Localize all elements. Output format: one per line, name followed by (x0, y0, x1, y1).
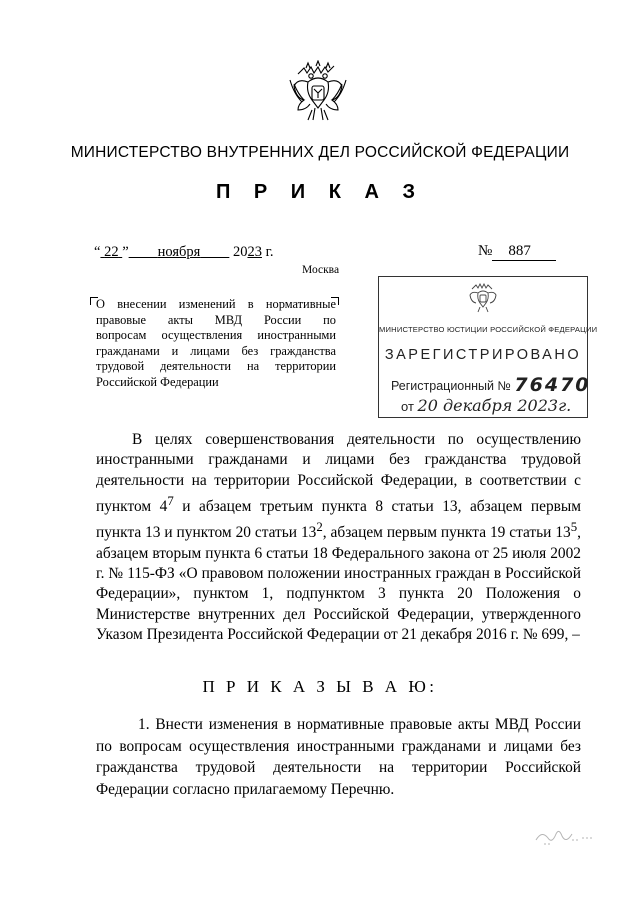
document-title: П Р И К А З (215, 181, 425, 203)
subject-line: трудовой деятельности на территории (96, 359, 336, 373)
stamp-registered: ЗАРЕГИСТРИРОВАНО (384, 347, 582, 363)
stamp-ministry: МИНИСТЕРСТВО ЮСТИЦИИ РОССИЙСКОЙ ФЕДЕРАЦИИ (379, 325, 598, 334)
preamble-paragraph: В целях совершенствования деятельности по осуществлению иностранными гражданами и лицами без гражданства трудовой деятельности на территории Российской Федерации, в соответствии с пунктом $4^7$ и абзацем третьим пункта 8 статьи 13, абзацем первым пункта 13 и пунктом 20 статьи $13^2$, абзацем первым пункта 19 статьи $13^5$, абзацем вторым пункта 6 статьи 18 Федерального закона от 25 июля 2002 г. № 115-ФЗ «О правовом положении иностранных граждан в Российской Федерации», пунктом 1, подпунктом 3 пункта 20 Положения о Министерстве внутренних дел Российской Федерации, утвержденного Указом Президента Российской Федерации от 21 декабря 2016 г. № 699, – (96, 431, 581, 643)
decree-word: П Р И К А З Ы В А Ю: (202, 677, 438, 696)
order-number (478, 243, 556, 261)
stamp-registration-number (391, 373, 591, 395)
stamp-registration-date (401, 396, 571, 415)
subject-line: правовые акты МВД России по (96, 312, 336, 327)
number-value: 887 (492, 243, 556, 261)
date-year-prefix: 20 (232, 244, 248, 260)
stamp-date-prefix: от (401, 399, 414, 414)
order-items (96, 714, 581, 800)
number-sign: № (478, 243, 493, 259)
stamp-emblem-icon (466, 281, 500, 313)
stamp-reg-label: Регистрационный № (391, 379, 511, 393)
date-month: ноября (157, 244, 201, 260)
registration-stamp (378, 276, 598, 418)
signature-mark (532, 826, 602, 848)
date-year-abbr: г. (265, 244, 274, 260)
preamble (96, 430, 581, 645)
subject-line: гражданами и лицами без гражданства (96, 343, 336, 358)
coat-of-arms-icon (286, 60, 350, 126)
stamp-date-value: 20 декабря 2023г. (417, 396, 572, 415)
date-open-quote: “ (94, 244, 101, 260)
superscript: 2 (316, 520, 323, 535)
stamp-reg-value: 76470 (514, 374, 591, 396)
subject-line: Российской Федерации (96, 374, 219, 389)
subject-line: О внесении изменений в нормативные (96, 297, 336, 311)
order-item: 1. Внести изменения в нормативные правовые акты МВД России по вопросам осуществления иностранными гражданами и лицами без гражданства трудовой деятельности на территории Российской Федерации согласно прилагаемому Перечню. (96, 716, 581, 798)
order-subject (96, 297, 336, 390)
subject-line: вопросам осуществления иностранными (96, 328, 336, 342)
city: Москва (302, 264, 340, 276)
date-day: 22 (104, 244, 119, 260)
date-close-quote: ” (122, 244, 129, 260)
ministry-name: МИНИСТЕРСТВО ВНУТРЕННИХ ДЕЛ РОССИЙСКОЙ ФЕДЕРАЦИИ (70, 144, 570, 161)
superscript: 5 (570, 520, 578, 535)
superscript: 7 (167, 493, 174, 508)
date-year-suffix: 23 (247, 244, 262, 260)
order-date (94, 244, 274, 261)
